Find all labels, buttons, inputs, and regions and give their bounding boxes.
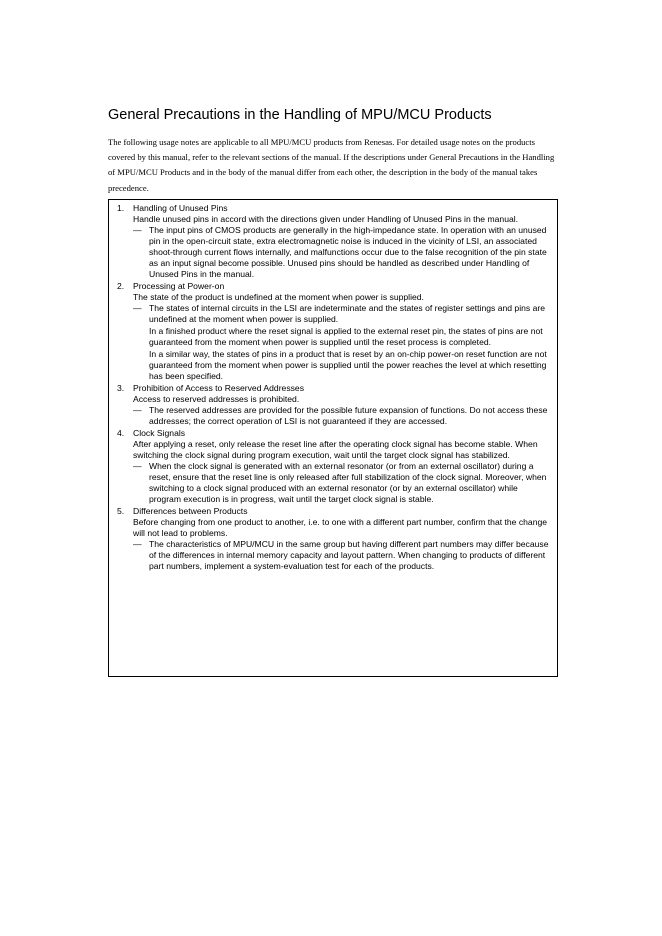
item-number: 5. <box>117 506 125 516</box>
item-number: 4. <box>117 428 125 438</box>
note-paragraph: In a finished product where the reset signal is applied to the external reset pin, the states of pins are not guaranteed from the moment when power is supplied until the reset process is completed. <box>149 326 543 347</box>
item-note <box>133 461 549 506</box>
precaution-item-1 <box>117 203 549 281</box>
note-paragraph: The input pins of CMOS products are generally in the high-impedance state. In operation with an unused pin in the open-circuit state, extra electromagnetic noise is induced in the vicinity of LSI, an associated shoot-through current flows internally, and malfunctions occur due to the false recognition of the pin state as an input signal become possible. Unused pins should be handled as described under Handling of Unused Pins in the manual. <box>149 225 547 279</box>
item-note <box>133 539 549 573</box>
item-heading: Differences between Products <box>133 506 248 516</box>
precaution-item-2 <box>117 281 549 383</box>
item-number: 1. <box>117 203 125 213</box>
item-summary: Before changing from one product to another, i.e. to one with a different part number, confirm that the change will not lead to problems. <box>133 517 548 538</box>
item-heading: Handling of Unused Pins <box>133 203 228 213</box>
dash-bullet: — <box>133 225 142 235</box>
item-note <box>133 225 549 281</box>
dash-bullet: — <box>133 405 142 415</box>
precaution-item-4 <box>117 428 549 506</box>
note-paragraph: The states of internal circuits in the LSI are indeterminate and the states of register settings and pins are undefined at the moment when power is supplied. <box>149 303 546 324</box>
page-title: General Precautions in the Handling of MPU/MCU Products <box>108 107 492 123</box>
item-heading: Prohibition of Access to Reserved Addresses <box>133 383 305 393</box>
item-note <box>133 303 549 383</box>
precaution-item-5 <box>117 506 549 573</box>
note-paragraph: When the clock signal is generated with an external resonator (or from an external oscillator) during a reset, ensure that the reset line is only released after full stabilization of the clock signal. Moreover, when switching to a clock signal produced with an external resonator (or by an external oscillator) while program execution is in progress, wait until the target clock signal is stable. <box>149 461 547 504</box>
item-summary: Access to reserved addresses is prohibited. <box>133 394 300 404</box>
note-paragraph: The reserved addresses are provided for the possible future expansion of functions. Do not access these addresses; the correct operation of LSI is not guaranteed if they are accessed. <box>149 405 548 426</box>
precautions-box <box>108 199 558 677</box>
note-paragraph: In a similar way, the states of pins in a product that is reset by an on-chip power-on reset function are not guaranteed from the moment when power is supplied until the power reaches the level at which resetting has been specified. <box>149 349 547 381</box>
item-summary: Handle unused pins in accord with the directions given under Handling of Unused Pins in the manual. <box>133 214 519 224</box>
dash-bullet: — <box>133 539 142 549</box>
item-heading: Processing at Power-on <box>133 281 225 291</box>
item-number: 3. <box>117 383 125 393</box>
item-number: 2. <box>117 281 125 291</box>
precaution-item-3 <box>117 383 549 428</box>
dash-bullet: — <box>133 303 142 313</box>
note-paragraph: The characteristics of MPU/MCU in the same group but having different part numbers may differ because of the differences in internal memory capacity and layout pattern. When changing to products of different part numbers, implement a system-evaluation test for each of the products. <box>149 539 549 571</box>
item-heading: Clock Signals <box>133 428 186 438</box>
intro-paragraph: The following usage notes are applicable to all MPU/MCU products from Renesas. For detailed usage notes on the products covered by this manual, refer to the relevant sections of the manual. If the descriptions under General Precautions in the Handling of MPU/MCU Products and in the body of the manual differ from each other, the description in the body of the manual takes precedence. <box>108 137 555 193</box>
item-summary: After applying a reset, only release the reset line after the operating clock signal has become stable. When switching the clock signal during program execution, wait until the target clock signal has stabilized. <box>133 439 538 460</box>
dash-bullet: — <box>133 461 142 471</box>
item-summary: The state of the product is undefined at the moment when power is supplied. <box>133 292 424 302</box>
item-note <box>133 405 549 428</box>
